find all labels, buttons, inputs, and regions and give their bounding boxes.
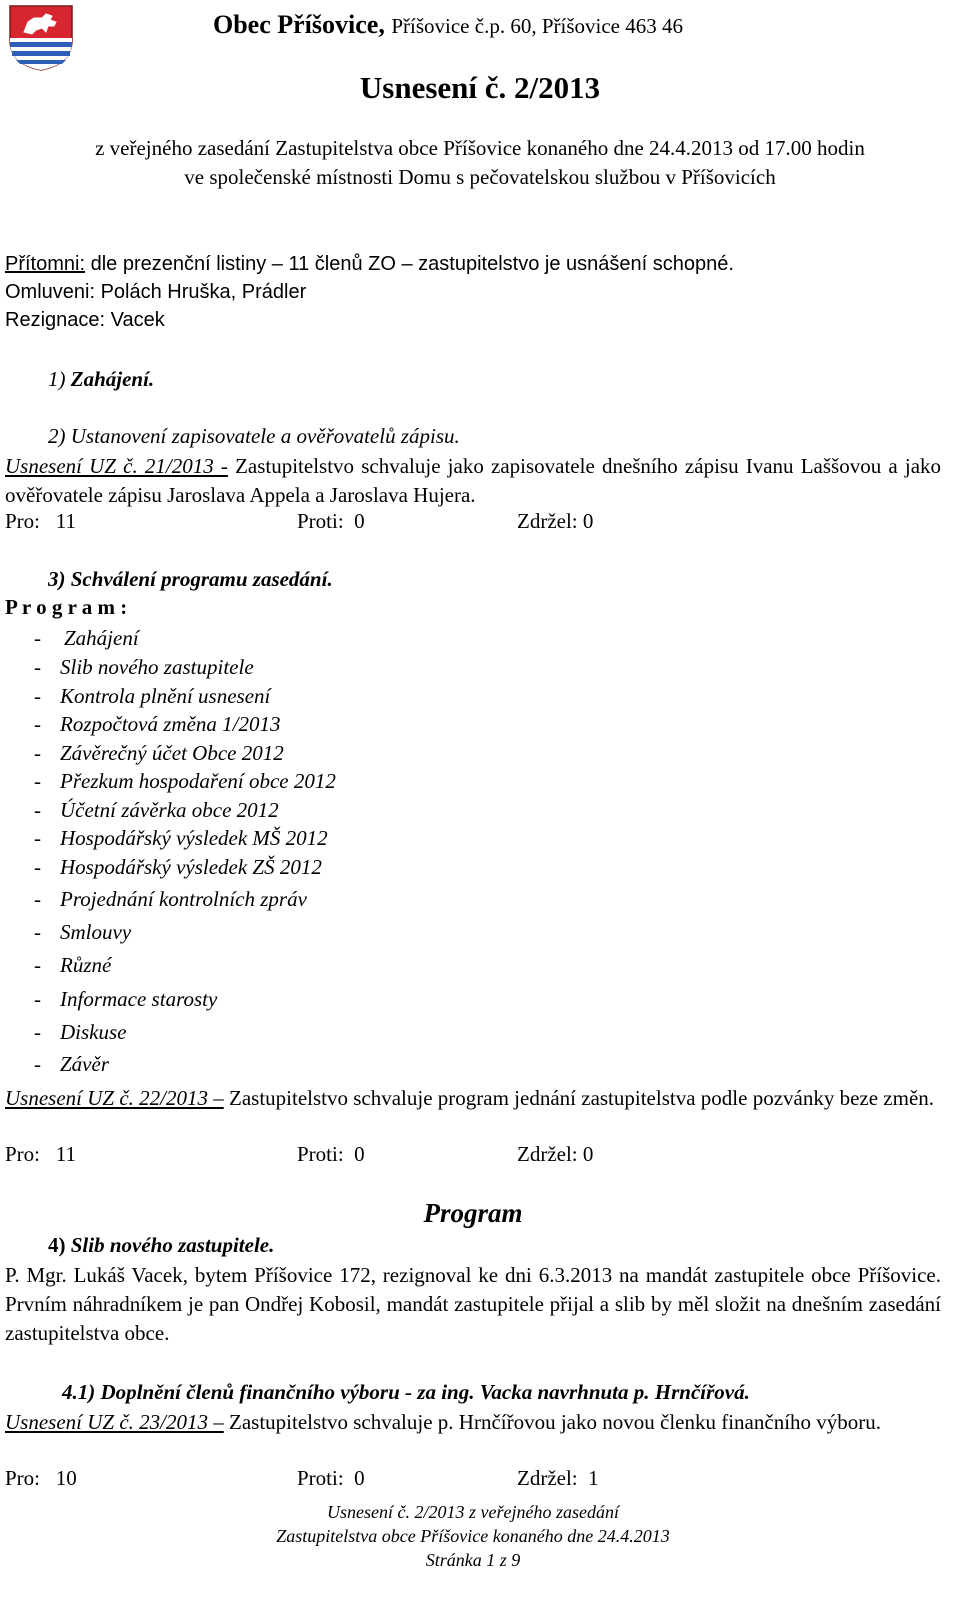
resolution-21-ref: Usnesení UZ č. 21/2013 - — [5, 454, 228, 478]
section-3-heading: 3) Schválení programu zasedání. — [48, 567, 333, 591]
section-1-title: Zahájení. — [70, 367, 155, 391]
section-4-text: P. Mgr. Lukáš Vacek, bytem Příšovice 172, rezignoval ke dni 6.3.2013 na mandát zastupitele obce Příšovice. Prvním náhradníkem je pan Ondřej Kobosil, mandát zastupitele přijal a slib by měl složit na dnešním zasedání zastupitelstva obce. — [5, 1263, 941, 1345]
resolution-22-text: Zastupitelstvo schvaluje program jednání zastupitelstva podle pozvánky beze změn. — [229, 1086, 935, 1110]
section-1-num: 1) — [48, 367, 66, 391]
vote-23-against: Proti: 0 — [297, 1466, 365, 1490]
resolution-23-text: Zastupitelstvo schvaluje p. Hrnčířovou jako novou členku finančního výboru. — [229, 1410, 882, 1434]
resolution-23 — [5, 1408, 941, 1437]
attendance-resigned: Rezignace: Vacek — [5, 309, 165, 331]
footer-page-number: Stránka 1 z 9 — [425, 1550, 521, 1570]
resolution-21 — [5, 452, 941, 510]
vote-22-for: Pro: 11 — [5, 1142, 76, 1166]
coat-of-arms-logo — [6, 4, 76, 72]
section-2-heading: 2) Ustanovení zapisovatele a ověřovatelů zápisu. — [48, 424, 460, 448]
program-label: P r o g r a m : — [5, 595, 128, 619]
vote-22-abstain: Zdržel: 0 — [517, 1142, 594, 1166]
present-text: dle prezenční listiny – 11 členů ZO – zastupitelstvo je usnášení schopné. — [90, 253, 734, 275]
document-title: Usnesení č. 2/2013 — [359, 70, 601, 105]
section-4-title: Slib nového zastupitele. — [70, 1233, 275, 1257]
resolution-22 — [5, 1084, 941, 1113]
section-4-heading — [48, 1233, 274, 1258]
attendance-present — [5, 253, 734, 276]
footer-line-2: Zastupitelstva obce Příšovice konaného dne 24.4.2013 — [276, 1526, 670, 1546]
letterhead — [213, 10, 683, 40]
vote-22-against: Proti: 0 — [297, 1142, 365, 1166]
section-4-1-heading: 4.1) Doplnění členů finančního výboru - za ing. Vacka navrhnuta p. Hrnčířová. — [62, 1380, 750, 1404]
vote-21-for: Pro: 11 — [5, 509, 76, 533]
program-heading: Program — [423, 1198, 523, 1228]
subtitle-line-1: z veřejného zasedání Zastupitelstva obce Příšovice konaného dne 24.4.2013 od 17.00 hodin — [95, 136, 865, 160]
org-address: Příšovice č.p. 60, Příšovice 463 46 — [391, 14, 683, 38]
attendance-excused: Omluveni: Polách Hruška, Prádler — [5, 281, 307, 303]
vote-21-abstain: Zdržel: 0 — [517, 509, 594, 533]
resolution-23-ref: Usnesení UZ č. 23/2013 – — [5, 1410, 224, 1434]
footer-line-1: Usnesení č. 2/2013 z veřejného zasedání — [327, 1502, 619, 1522]
subtitle-line-2: ve společenské místnosti Domu s pečovatelskou službou v Příšovicích — [184, 165, 776, 189]
present-label: Přítomni: — [5, 253, 86, 275]
resolution-21-text: Zastupitelstvo schvaluje jako zapisovatele dnešního zápisu Ivanu Laššovou a jako ověřovatele zápisu Jaroslava Appela a Jaroslava Hujera. — [5, 454, 942, 507]
section-4-num: 4) — [48, 1233, 66, 1257]
resolution-22-ref: Usnesení UZ č. 22/2013 – — [5, 1086, 224, 1110]
section-1-heading — [48, 367, 154, 392]
vote-23-abstain: Zdržel: 1 — [517, 1466, 599, 1490]
vote-21-against: Proti: 0 — [297, 509, 365, 533]
org-name: Obec Příšovice, — [213, 10, 385, 39]
vote-23-for: Pro: 10 — [5, 1466, 77, 1490]
